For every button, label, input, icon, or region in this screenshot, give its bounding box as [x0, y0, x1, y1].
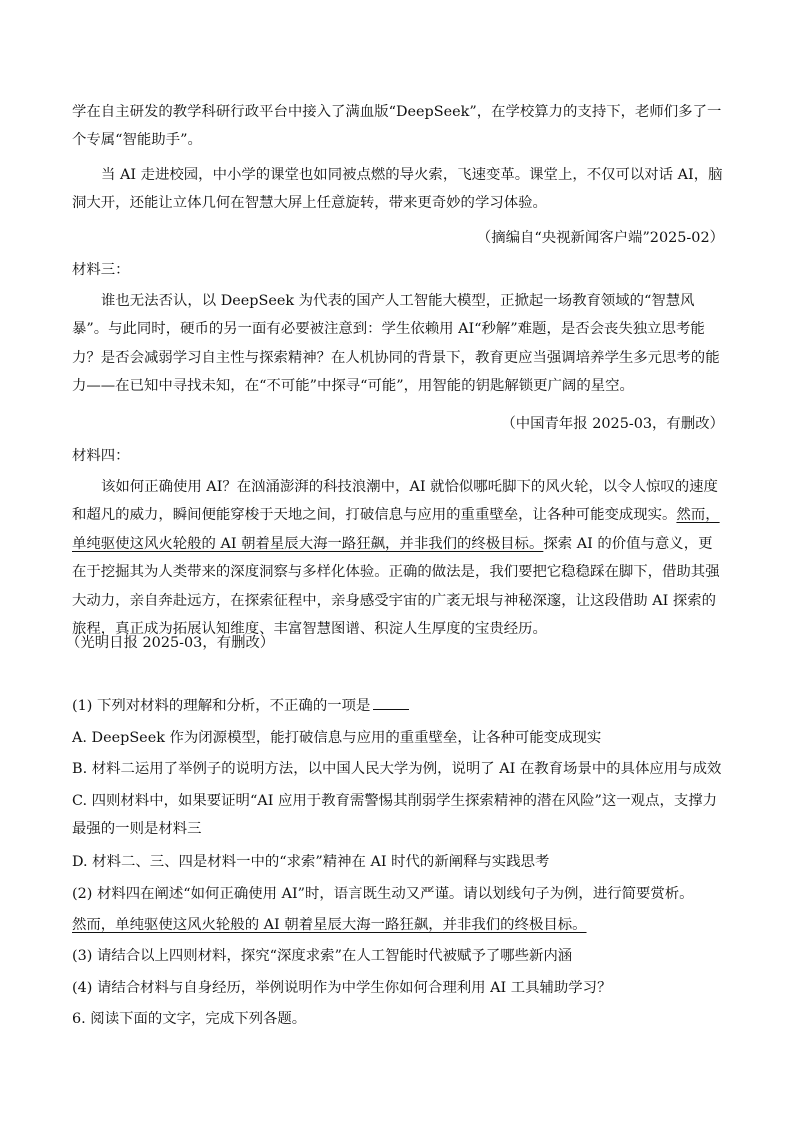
- material-four-source: [66, 629, 718, 657]
- material-four-body-before: 该如何正确使用 AI？在汹涌澎湃的科技浪潮中，AI 就恰似哪吒脚下的风火轮，以令人惊叹的速度和超凡的威力，瞬间便能穿梭于天地之间，打破信息与应用的重重壁垒，让各种可能变成现实。: [72, 479, 718, 524]
- option-d: [72, 848, 724, 876]
- option-b: [72, 755, 724, 783]
- material-four-heading: [72, 442, 724, 470]
- option-b-text: B. 材料二运用了举例子的说明方法，以中国人民大学为例，说明了 AI 在教育场景中的具体应用与成效: [72, 761, 722, 777]
- material-three-source-text: （中国青年报 2025-03，有删改）: [501, 416, 724, 432]
- material-four-underlined-sentence: 然而，单纯驱使这风火轮般的 AI 朝着星辰大海一路狂飙，并非我们的终极目标。: [72, 507, 720, 552]
- question-4-text: (4) 请结合材料与自身经历，举例说明作为中学生你如何合理利用 AI 工具辅助学习？: [72, 980, 612, 996]
- option-a-text: A. DeepSeek 作为闭源模型，能打破信息与应用的重重壁垒，让各种可能变成现实: [72, 730, 602, 746]
- answer-blank: [373, 695, 409, 710]
- material-four-body: [72, 473, 724, 643]
- material-four-heading-text: 材料四：: [72, 448, 130, 464]
- question-1-text: [72, 692, 724, 720]
- question-3: [72, 942, 724, 970]
- question-6-text: 6. 阅读下面的文字，完成下列各题。: [72, 1011, 307, 1027]
- material-three-source: [72, 410, 724, 438]
- question-2-text: (2) 材料四在阐述“如何正确使用 AI”时，语言既生动又严谨。请以划线句子为例，进行简要赏析。: [72, 886, 694, 902]
- material-two-paragraph: [72, 161, 724, 218]
- question-1-stem: (1) 下列对材料的理解和分析，不正确的一项是: [72, 698, 371, 714]
- question-6: [72, 1005, 724, 1033]
- material-two-paragraph-text: 当 AI 走进校园，中小学的课堂也如同被点燃的导火索，飞速变革。课堂上，不仅可以对话 AI，脑洞大开，还能让立体几何在智慧大屏上任意旋转，带来更奇妙的学习体验。: [72, 167, 723, 212]
- material-two-tail-text: 学在自主研发的教学科研行政平台中接入了满血版“DeepSeek”，在学校算力的支持下，老师们多了一个专属“智能助手”。: [72, 104, 722, 149]
- option-c-text: C. 四则材料中，如果要证明“AI 应用于教育需警惕其削弱学生探索精神的潜在风险”这一观点，支撑力最强的一则是材料三: [72, 793, 718, 838]
- question-1: [72, 692, 724, 720]
- material-three-heading: [72, 256, 724, 284]
- question-2-sentence-text: 然而，单纯驱使这风火轮般的 AI 朝着星辰大海一路狂飙，并非我们的终极目标。: [72, 917, 587, 933]
- question-2-sentence: [72, 911, 724, 939]
- material-two-source-text: （摘编自“央视新闻客户端”2025-02）: [476, 230, 724, 246]
- material-three-body-text: 谁也无法否认，以 DeepSeek 为代表的国产人工智能大模型，正掀起一场教育领域的“智慧风暴”。与此同时，硬币的另一面有必要被注意到：学生依赖用 AI“秒解”难题，是否会丧失独立思考能力？是否会减弱学习自主性与探索精神？在人机协同的背景下，教育更应当强调培养学生多元思考的能力——在已知中寻找未知，在“不可能”中探寻“可能”，用智能的钥匙解锁更广阔的星空。: [72, 293, 720, 395]
- material-three-body: [72, 287, 724, 401]
- option-c: [72, 787, 724, 844]
- question-3-text: (3) 请结合以上四则材料，探究“深度求索”在人工智能时代被赋予了哪些新内涵: [72, 948, 573, 964]
- material-four-source-text: （光明日报 2025-03，有删改）: [66, 635, 275, 651]
- option-d-text: D. 材料二、三、四是材料一中的“求索”精神在 AI 时代的新阐释与实践思考: [72, 854, 550, 870]
- material-three-heading-text: 材料三：: [72, 262, 130, 278]
- question-2: [72, 880, 724, 908]
- material-four-body-text: [72, 473, 724, 643]
- question-4: [72, 974, 724, 1002]
- material-two-source: [72, 224, 724, 252]
- material-two-tail: [72, 98, 724, 155]
- material-four-body-after: 探索 AI 的价值与意义，更在于挖掘其为人类带来的深度洞察与多样化体验。正确的做法是，我们要把它稳稳踩在脚下，借助其强大动力，亲自奔赴远方，在探索征程中，亲身感受宇宙的广袤无垠与神秘深邃，让这段借助 AI 探索的旅程，真正成为拓展认知维度、丰富智慧图谱、积淀人生厚度的宝贵经历。: [72, 535, 720, 638]
- option-a: [72, 724, 724, 752]
